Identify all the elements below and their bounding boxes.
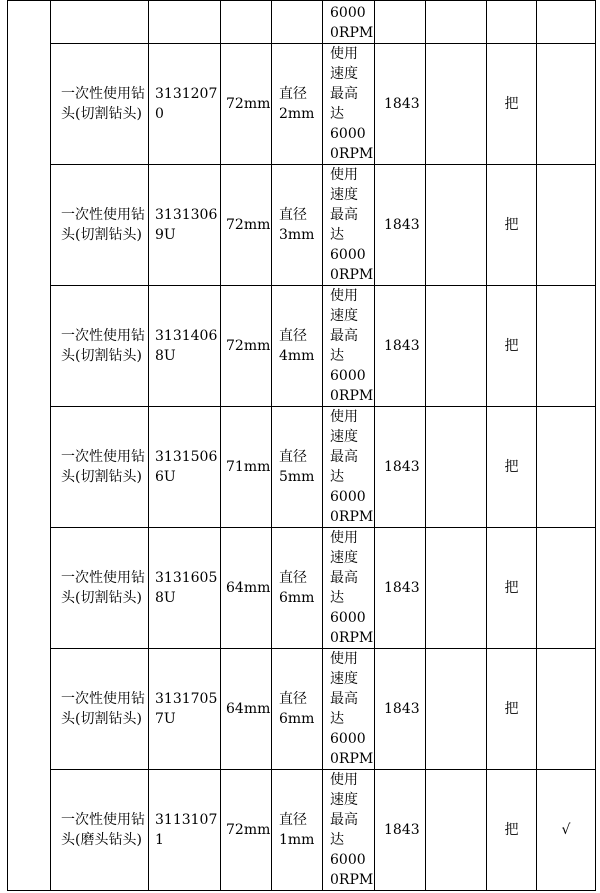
length-cell [221,1,272,44]
product-table-body [8,1,596,891]
diameter-cell: 直径 4mm [272,286,323,407]
speed-cell: 使用 速度 最高 达 6000 0RPM [323,165,375,286]
product-table [7,0,596,891]
length-cell: 64mm [221,649,272,770]
mark-cell [537,286,596,407]
table-row [8,1,596,44]
diameter-cell: 直径 6mm [272,649,323,770]
unit-cell: 把 [487,407,537,528]
blank-cell [426,1,487,44]
name-cell: 一次性使用钻头(切割钻头) [51,649,149,770]
unit-cell: 把 [487,528,537,649]
unit-cell: 把 [487,165,537,286]
code-cell: 3113107 1 [149,770,221,891]
mark-cell [537,649,596,770]
table-row [8,528,596,649]
table-row [8,649,596,770]
number-cell: 1843 [375,286,426,407]
blank-cell [426,44,487,165]
speed-cell: 使用 速度 最高 达 6000 0RPM [323,286,375,407]
name-cell: 一次性使用钻头(切割钻头) [51,165,149,286]
name-cell [51,1,149,44]
unit-cell: 把 [487,44,537,165]
diameter-cell: 直径 2mm [272,44,323,165]
blank-cell [426,165,487,286]
blank-cell [426,528,487,649]
unit-cell [487,1,537,44]
number-cell: 1843 [375,407,426,528]
diameter-cell: 直径 1mm [272,770,323,891]
speed-cell: 使用 速度 最高 达 6000 0RPM [323,528,375,649]
speed-cell: 6000 0RPM [323,1,375,44]
mark-cell [537,528,596,649]
table-row [8,770,596,891]
diameter-cell: 直径 6mm [272,528,323,649]
speed-cell: 使用 速度 最高 达 6000 0RPM [323,770,375,891]
blank-cell [426,286,487,407]
speed-cell: 使用 速度 最高 达 6000 0RPM [323,649,375,770]
speed-cell: 使用 速度 最高 达 6000 0RPM [323,44,375,165]
diameter-cell: 直径 5mm [272,407,323,528]
length-cell: 72mm [221,770,272,891]
number-cell: 1843 [375,528,426,649]
unit-cell: 把 [487,286,537,407]
code-cell: 3131207 0 [149,44,221,165]
mark-cell [537,1,596,44]
number-cell: 1843 [375,165,426,286]
length-cell: 72mm [221,165,272,286]
number-cell [375,1,426,44]
name-cell: 一次性使用钻头(切割钻头) [51,44,149,165]
mark-cell [537,165,596,286]
code-cell: 3131605 8U [149,528,221,649]
name-cell: 一次性使用钻头(切割钻头) [51,286,149,407]
table-row [8,286,596,407]
number-cell: 1843 [375,649,426,770]
name-cell: 一次性使用钻头(切割钻头) [51,407,149,528]
code-cell [149,1,221,44]
length-cell: 72mm [221,44,272,165]
name-cell: 一次性使用钻头(切割钻头) [51,528,149,649]
mark-cell [537,44,596,165]
speed-cell: 使用 速度 最高 达 6000 0RPM [323,407,375,528]
blank-cell [426,770,487,891]
length-cell: 72mm [221,286,272,407]
diameter-cell [272,1,323,44]
unit-cell: 把 [487,649,537,770]
blank-cell [426,649,487,770]
code-cell: 3131506 6U [149,407,221,528]
unit-cell: 把 [487,770,537,891]
table-row [8,44,596,165]
table-row [8,407,596,528]
length-cell: 71mm [221,407,272,528]
code-cell: 3131705 7U [149,649,221,770]
blank-cell [426,407,487,528]
mark-cell: √ [537,770,596,891]
code-cell: 3131306 9U [149,165,221,286]
table-row [8,165,596,286]
mark-cell [537,407,596,528]
merged-first-column-cell [8,1,51,891]
number-cell: 1843 [375,770,426,891]
code-cell: 3131406 8U [149,286,221,407]
length-cell: 64mm [221,528,272,649]
diameter-cell: 直径 3mm [272,165,323,286]
number-cell: 1843 [375,44,426,165]
name-cell: 一次性使用钻头(磨头钻头) [51,770,149,891]
